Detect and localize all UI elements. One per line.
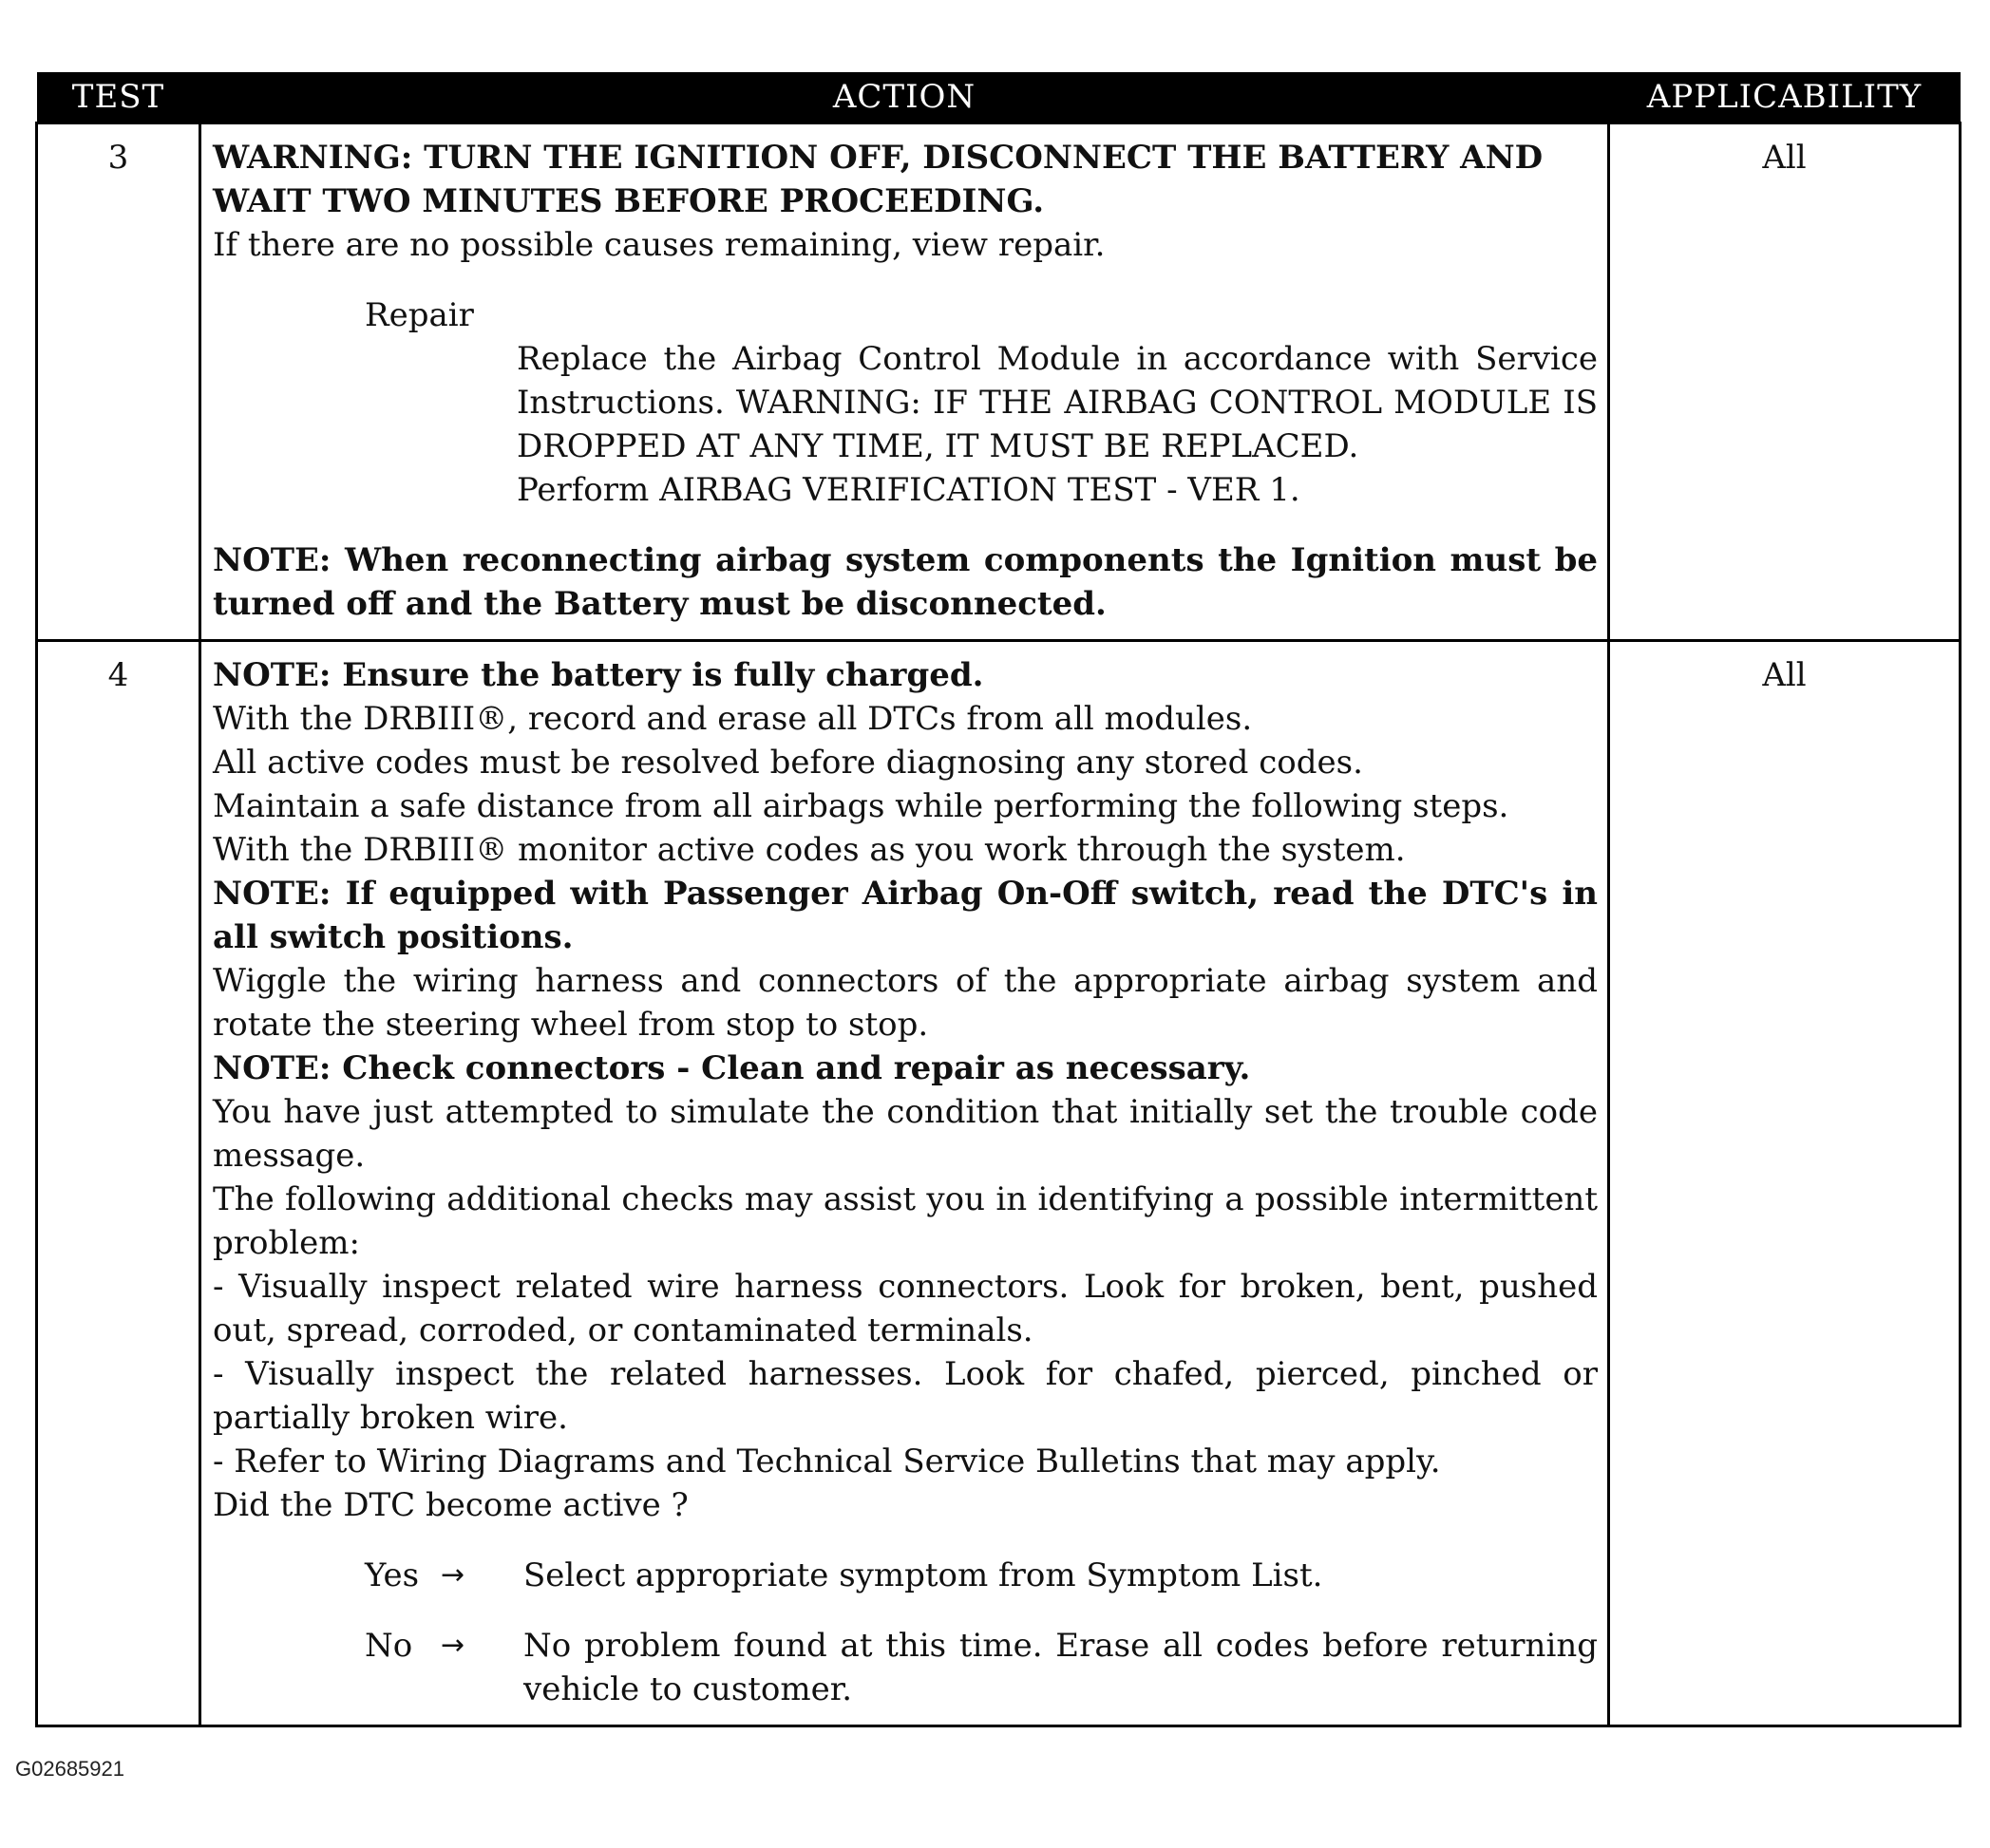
- note-text: NOTE: If equipped with Passenger Airbag On-Off switch, read the DTC's in all switch positions.: [213, 875, 1598, 956]
- arrow-right-icon: →: [441, 1558, 465, 1592]
- instruction-text: - Visually inspect the related harnesses. Look for chafed, pierced, pinched or partially broken wire.: [213, 1355, 1598, 1437]
- header-applicability: APPLICABILITY: [1609, 72, 1961, 123]
- instruction-text: - Refer to Wiring Diagrams and Technical Service Bulletins that may apply.: [213, 1443, 1441, 1480]
- applicability-value: All: [1609, 123, 1961, 641]
- action-cell: [200, 123, 1609, 641]
- note-text: NOTE: Check connectors - Clean and repair as necessary.: [213, 1049, 1251, 1087]
- table-row-test-3: [37, 123, 1961, 641]
- instruction-text: The following additional checks may assist you in identifying a possible intermittent problem:: [213, 1180, 1598, 1262]
- note-text: NOTE: Ensure the battery is fully charged.: [213, 656, 984, 694]
- header-action: ACTION: [200, 72, 1609, 123]
- warning-text: WARNING: TURN THE IGNITION OFF, DISCONNECT THE BATTERY AND WAIT TWO MINUTES BEFORE PROCEEDING.: [213, 139, 1544, 220]
- instruction-text: - Visually inspect related wire harness connectors. Look for broken, bent, pushed out, spread, corroded, or contaminated terminals.: [213, 1268, 1598, 1349]
- applicability-value: All: [1609, 641, 1961, 1726]
- no-text: No problem found at this time. Erase all codes before returning vehicle to customer.: [523, 1627, 1598, 1708]
- instruction-text: With the DRBIII®, record and erase all DTCs from all modules.: [213, 700, 1253, 738]
- no-label: No: [365, 1627, 413, 1665]
- table-row-test-4: [37, 641, 1961, 1726]
- repair-label: Repair: [365, 296, 474, 334]
- table-header-row: [37, 72, 1961, 123]
- repair-text: Perform AIRBAG VERIFICATION TEST - VER 1.: [517, 471, 1300, 509]
- instruction-text: Wiggle the wiring harness and connectors of the appropriate airbag system and rotate the steering wheel from stop to stop.: [213, 962, 1598, 1044]
- repair-text: Replace the Airbag Control Module in accordance with Service Instructions. WARNING: IF THE AIRBAG CONTROL MODULE IS DROPPED AT ANY TIME, IT MUST BE REPLACED.: [517, 340, 1598, 465]
- question-text: Did the DTC become active ?: [213, 1486, 689, 1524]
- instruction-text: You have just attempted to simulate the condition that initially set the trouble code message.: [213, 1093, 1598, 1175]
- outcome-no: [365, 1624, 1598, 1711]
- header-test: TEST: [37, 72, 200, 123]
- yes-text: Select appropriate symptom from Symptom List.: [523, 1556, 1323, 1594]
- figure-id: G02685921: [15, 1757, 124, 1781]
- instruction-text: Maintain a safe distance from all airbags while performing the following steps.: [213, 787, 1509, 825]
- action-cell: [200, 641, 1609, 1726]
- instruction-text: If there are no possible causes remaining, view repair.: [213, 226, 1106, 264]
- instruction-text: With the DRBIII® monitor active codes as you work through the system.: [213, 831, 1406, 869]
- test-number: 3: [37, 123, 200, 641]
- arrow-right-icon: →: [441, 1629, 465, 1662]
- outcome-yes: [365, 1554, 1598, 1597]
- yes-label: Yes: [365, 1556, 420, 1594]
- diagnostic-test-table: [35, 72, 1962, 1727]
- instruction-text: All active codes must be resolved before diagnosing any stored codes.: [213, 744, 1363, 782]
- note-text: NOTE: When reconnecting airbag system components the Ignition must be turned off and the Battery must be disconnected.: [213, 541, 1598, 623]
- test-number: 4: [37, 641, 200, 1726]
